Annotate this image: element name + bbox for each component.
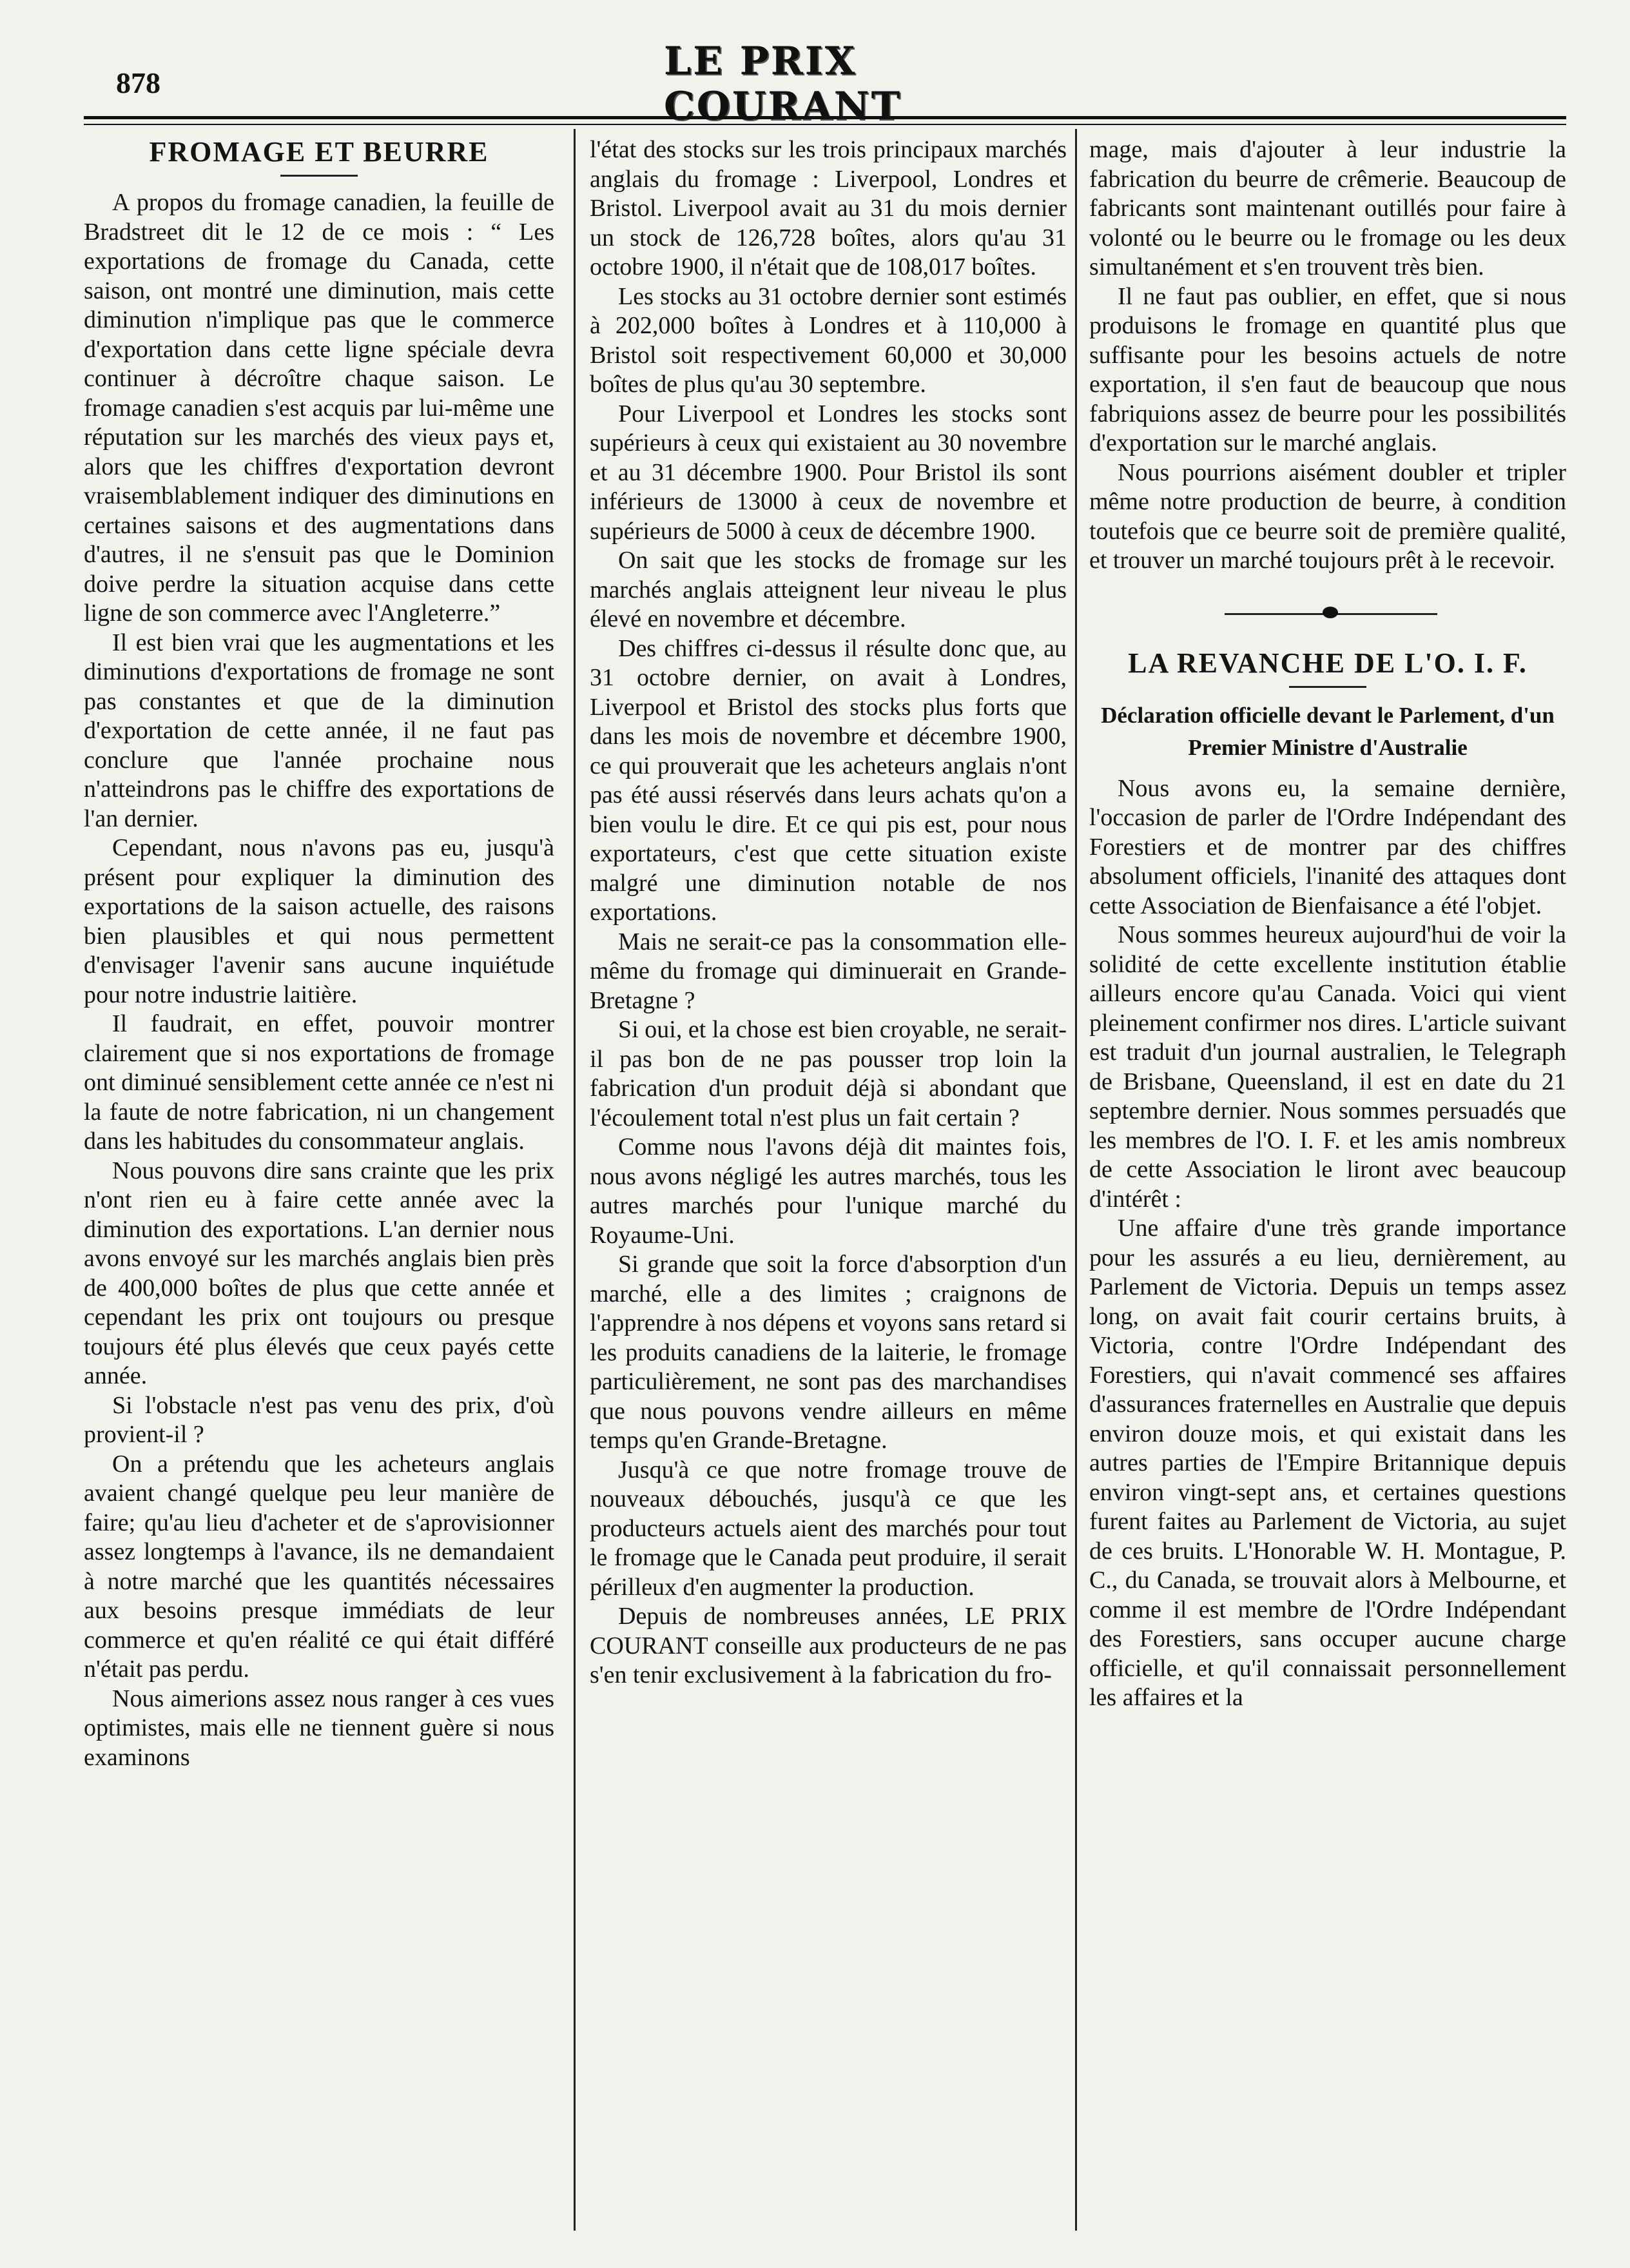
article-title-revanche: LA REVANCHE DE L'O. I. F. xyxy=(1128,647,1528,679)
masthead-logo: LE PRIX COURANT xyxy=(664,39,902,129)
paragraph: Il faudrait, en effet, pouvoir montrer clairement que si nos exportations de fromage ont diminué sensiblement cette année ce n'est ni la faute de notre fabrication, ni un changement dans les habitudes du consommateur anglais. xyxy=(84,1010,554,1155)
column-2 xyxy=(590,135,1067,2224)
title-rule xyxy=(280,175,358,177)
paragraph: Les stocks au 31 octobre dernier sont estimés à 202,000 boîtes à Londres et à 110,000 à Bristol soit respectivement 60,000 et 30,000 boîtes de plus qu'au 30 septembre. xyxy=(590,282,1067,398)
article-subtitle: Déclaration officielle devant le Parlement, d'un Premier Ministre d'Australie xyxy=(1101,702,1555,760)
column-1 xyxy=(84,135,554,2224)
paragraph: On a prétendu que les acheteurs anglais avaient changé quelque peu leur manière de faire; qu'au lieu d'acheter et de s'aprovisionner assez longtemps à l'avance, ils ne demandaient à notre marché que les quantités nécessaires aux besoins presque immédiats de leur commerce et qu'en réalité ce qui était différé n'était pas perdu. xyxy=(84,1450,554,1683)
column-divider-1 xyxy=(574,129,576,2231)
paragraph: mage, mais d'ajouter à leur industrie la fabrication du beurre de crêmerie. Beaucoup de fabricants sont maintenant outillés pour faire à volonté ou le beurre ou le fromage ou les deux simultanément et s'en trouvent très bien. xyxy=(1089,136,1566,280)
column-divider-2 xyxy=(1075,129,1077,2231)
article-title-fromage: FROMAGE ET BEURRE xyxy=(149,136,489,168)
page-number: 878 xyxy=(116,66,160,99)
paragraph: Depuis de nombreuses années, LE PRIX COURANT conseille aux producteurs de ne pas s'en tenir exclusivement à la fabrication du fro- xyxy=(590,1603,1067,1688)
paragraph: A propos du fromage canadien, la feuille de Bradstreet dit le 12 de ce mois : “ Les exportations de fromage du Canada, cette saison, ont montré une diminution, mais cette diminution n'implique pas que le commerce d'exportation dans cette ligne spéciale devra continuer à décroître chaque saison. Le fromage canadien s'est acquis par lui-même une réputation sur les marchés des vieux pays et, alors que les chiffres d'exportation devront vraisemblablement indiquer des diminutions en certaines saisons et des augmentations dans d'autres, il ne s'ensuit pas que le Dominion doive perdre la situation acquise dans cette ligne de son commerce avec l'Angleterre.” xyxy=(84,189,554,627)
title-rule xyxy=(1289,686,1366,688)
paragraph: Pour Liverpool et Londres les stocks sont supérieurs à ceux qui existaient au 30 novembre et au 31 décembre 1900. Pour Bristol ils sont inférieurs de 13000 à ceux de novembre et supérieurs de 5000 à ceux de décembre 1900. xyxy=(590,400,1067,545)
paragraph: Nous avons eu, la semaine dernière, l'occasion de parler de l'Ordre Indépendant des Forestiers et de montrer par des chiffres absolument officiels, l'inanité des attaques dont cette Association de Bienfaisance a été l'objet. xyxy=(1089,774,1566,919)
column-3 xyxy=(1089,135,1566,2224)
paragraph: Une affaire d'une très grande importance pour les assurés a eu lieu, dernièrement, au Parlement de Victoria. Depuis un temps assez long, on avait fait courir certains bruits, à Victoria, contre l'Ordre Indépendant des Forestiers, qui n'avait commencé ses affaires d'assurances fraternelles en Australie que depuis environ douze mois, et qui existait dans les autres parties de l'Empire Britannique depuis environ vingt-sept ans, et certaines questions furent faites au Parlement de Victoria, au sujet de ces bruits. L'Honorable W. H. Montague, P. C., du Canada, se trouvait alors à Melbourne, et comme il est membre de l'Ordre Indépendant des Forestiers, sans occuper aucune charge officielle, et qu'il connaissait personnellement les affaires et la xyxy=(1089,1215,1566,1711)
paragraph: On sait que les stocks de fromage sur les marchés anglais atteignent leur niveau le plus élevé en novembre et décembre. xyxy=(590,547,1067,632)
paragraph: Cependant, nous n'avons pas eu, jusqu'à présent pour expliquer la diminution des exportations de la saison actuelle, des raisons bien plausibles et qui nous permettent d'envisager l'avenir sans aucune inquiétude pour notre industrie laitière. xyxy=(84,834,554,1008)
masthead xyxy=(84,39,1566,129)
paragraph: Jusqu'à ce que notre fromage trouve de nouveaux débouchés, jusqu'à ce que les producteurs actuels aient des marchés pour tout le fromage que le Canada peut produire, il serait périlleux d'en augmenter la production. xyxy=(590,1456,1067,1601)
paragraph: Si oui, et la chose est bien croyable, ne serait-il pas bon de ne pas pousser trop loin la fabrication d'un produit déjà si abondant que l'écoulement total n'est plus un fait certain ? xyxy=(590,1016,1067,1131)
paragraph: Si l'obstacle n'est pas venu des prix, d'où provient-il ? xyxy=(84,1391,554,1448)
paragraph: Si grande que soit la force d'absorption d'un marché, elle a des limites ; craignons de l'apprendre à nos dépens et voyons sans retard si les produits canadiens de la laiterie, le fromage particulièrement, ne sont pas des marchandises que nous pouvons vendre ailleurs en même temps qu'en Grande-Bretagne. xyxy=(590,1251,1067,1454)
paragraph: Nous sommes heureux aujourd'hui de voir la solidité de cette excellente institution établie ailleurs encore qu'au Canada. Voici qui vient pleinement confirmer nos dires. L'article suivant est traduit d'un journal australien, le Telegraph de Brisbane, Queensland, il est en date du 21 septembre dernier. Nous sommes persuadés que les membres de l'O. I. F. et les amis nombreux de cette Association le liront avec beaucoup d'intérêt : xyxy=(1089,921,1566,1213)
paragraph: l'état des stocks sur les trois principaux marchés anglais du fromage : Liverpool, Londres et Bristol. Liverpool avait au 31 du mois dernier un stock de 126,728 boîtes, alors qu'au 31 octobre 1900, il n'était que de 108,017 boîtes. xyxy=(590,136,1067,280)
paragraph: Des chiffres ci-dessus il résulte donc que, au 31 octobre dernier, on avait à Londres, Liverpool et Bristol des stocks plus forts que dans les mois de novembre et décembre 1900, ce qui prouverait que les acheteurs anglais n'ont pas été aussi réservés dans leurs achats qu'on a bien voulu le dire. Et ce qui pis est, pour nous exportateurs, c'est que cette situation existe malgré une diminution notable de nos exportations. xyxy=(590,634,1067,926)
paragraph: Nous pourrions aisément doubler et tripler même notre production de beurre, à condition toutefois que ce beurre soit de première qualité, et trouver un marché toujours prêt à le recevoir. xyxy=(1089,458,1566,574)
masthead-rule-thin xyxy=(84,124,1566,125)
ornament-dot xyxy=(1323,607,1338,618)
masthead-rule-thick xyxy=(84,116,1566,119)
paragraph: Nous pouvons dire sans crainte que les prix n'ont rien eu à faire cette année avec la diminution des exportations. L'an dernier nous avons envoyé sur les marchés anglais bien près de 400,000 boîtes de plus que cette année et cependant les prix ont toujours ou presque toujours été plus élevés que ceux payés cette année. xyxy=(84,1157,554,1389)
paragraph: Il ne faut pas oublier, en effet, que si nous produisons le fromage en quantité plus que suffisante pour les besoins actuels de notre exportation, il s'en faut de beaucoup que nous fabriquions assez de beurre pour les possibilités d'exportation sur le marché anglais. xyxy=(1089,282,1566,456)
paragraph: Nous aimerions assez nous ranger à ces vues optimistes, mais elle ne tiennent guère si nous examinons xyxy=(84,1685,554,1771)
paragraph: Mais ne serait-ce pas la consommation elle-même du fromage qui diminuerait en Grande-Bretagne ? xyxy=(590,928,1067,1014)
paragraph: Comme nous l'avons déjà dit maintes fois, nous avons négligé les autres marchés, tous les autres marchés pour l'unique marché du Royaume-Uni. xyxy=(590,1133,1067,1249)
section-ornament xyxy=(1089,595,1566,634)
paragraph: Il est bien vrai que les augmentations et les diminutions d'exportations de fromage ne sont pas constantes et que de la diminution d'exportation de cette année, il ne faut pas conclure que l'année prochaine nous n'atteindrons pas le chiffre des exportations de l'an dernier. xyxy=(84,629,554,832)
